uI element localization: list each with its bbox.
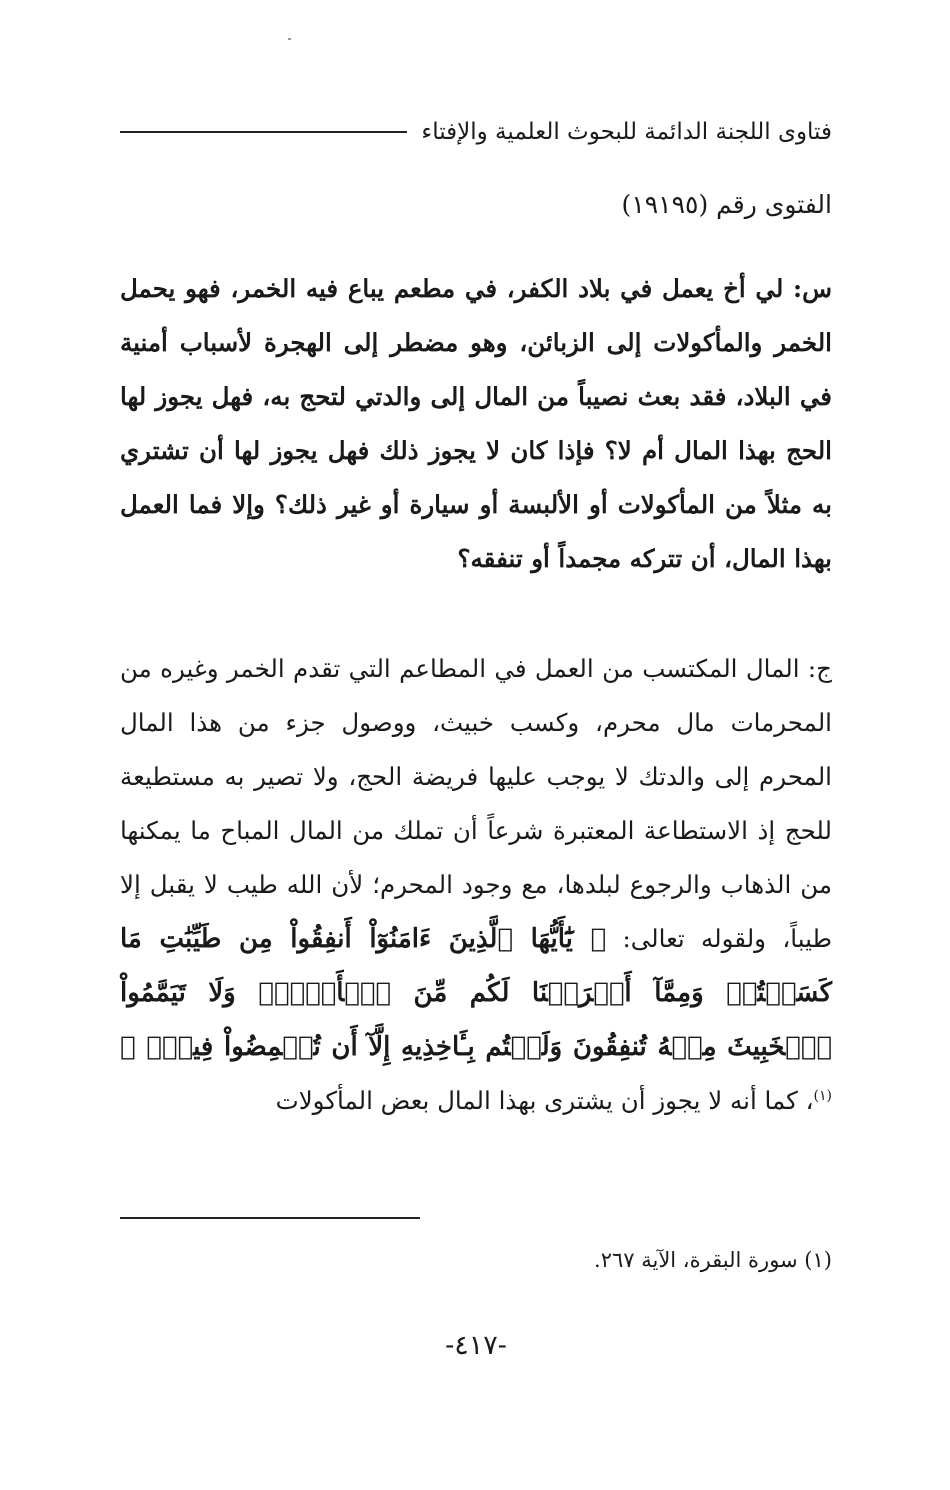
header-title: فتاوى اللجنة الدائمة للبحوث العلمية والإفتاء [421,119,832,145]
answer-text-after: ، كما أنه لا يجوز أن يشترى بهذا المال بعض المأكولات [275,1086,814,1115]
answer-paragraph [120,642,832,1128]
footnote-rule [120,1217,420,1219]
book-page [120,0,832,1490]
quran-verse: ﴿ يَٰٓأَيُّهَا ٱلَّذِينَ ءَامَنُوٓاْ أَنفِقُواْ مِن طَيِّبَٰتِ مَا كَسَبۡتُمۡ وَمِمَّآ أَخۡرَجۡنَا لَكُم مِّنَ ٱلۡأَرۡضِۖ وَلَا تَيَمَّمُواْ ٱلۡخَبِيثَ مِنۡهُ تُنفِقُونَ وَلَسۡتُم بِـَٔاخِذِيهِ إِلَّآ أَن تُغۡمِضُواْ فِيهِۚ ﴾ [120,924,832,1062]
footnote: (١) سورة البقرة، الآية ٢٦٧. [594,1248,832,1272]
page-number: -٤١٧- [445,1330,507,1361]
header-rule [120,131,407,133]
footnote-marker: (١) [813,1087,832,1104]
fatwa-number: الفتوى رقم (١٩١٩٥) [621,190,832,219]
running-header [120,112,832,152]
question-paragraph: س: لي أخ يعمل في بلاد الكفر، في مطعم يباع فيه الخمر، فهو يحمل الخمر والمأكولات إلى الزبائن، وهو مضطر إلى الهجرة لأسباب أمنية في البلاد، فقد بعث نصيباً من المال إلى والدتي لتحج به، فهل يجوز لها الحج بهذا المال أم لا؟ فإذا كان لا يجوز ذلك فهل يجوز لها أن تشتري به مثلاً من المأكولات أو الألبسة أو سيارة أو غير ذلك؟ وإلا فما العمل بهذا المال، أن تتركه مجمداً أو تنفقه؟ [120,274,832,573]
answer-text-before: ج: المال المكتسب من العمل في المطاعم التي تقدم الخمر وغيره من المحرمات مال محرم، وكسب خبيث، ووصول جزء من هذا المال المحرم إلى والدتك لا يوجب عليها فريضة الحج، ولا تصير به مستطيعة للحج إذ الاستطاعة المعتبرة شرعاً أن تملك من المال المباح ما يمكنها من الذهاب والرجوع لبلدها، مع وجود المحرم؛ لأن الله طيب لا يقبل إلا طيباً، ولقوله تعالى: [120,654,832,953]
